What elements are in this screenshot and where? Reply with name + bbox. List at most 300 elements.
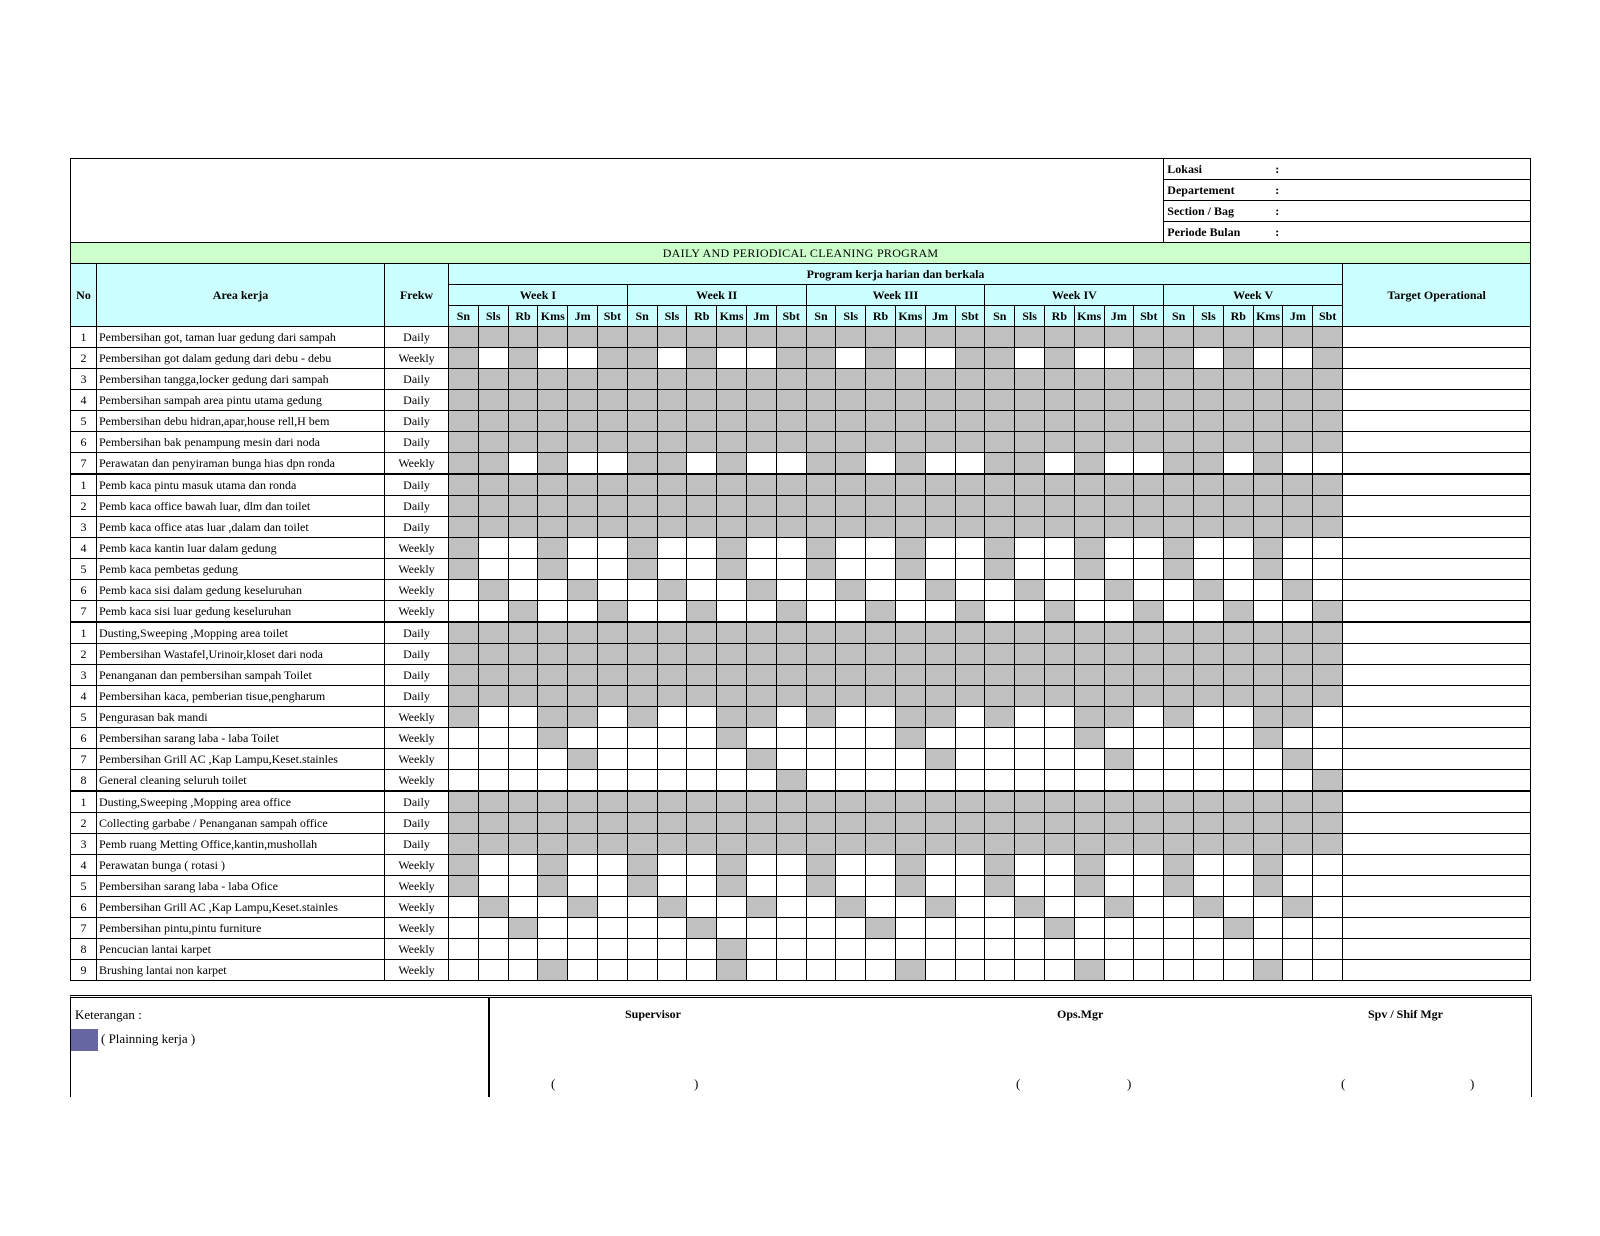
schedule-cell [717, 855, 747, 876]
schedule-cell [538, 348, 568, 369]
schedule-cell [508, 432, 538, 453]
schedule-cell [746, 749, 776, 770]
schedule-cell [449, 960, 479, 981]
schedule-cell [508, 538, 538, 559]
table-row [71, 897, 1531, 918]
schedule-cell [1223, 411, 1253, 432]
schedule-cell [1134, 728, 1164, 749]
schedule-cell [836, 728, 866, 749]
schedule-cell [1223, 601, 1253, 623]
schedule-cell [1194, 876, 1224, 897]
schedule-cell [985, 601, 1015, 623]
schedule-cell [985, 876, 1015, 897]
column-header-target: Target Operational [1343, 264, 1531, 327]
schedule-cell [776, 390, 806, 411]
schedule-cell [1194, 728, 1224, 749]
schedule-cell [508, 580, 538, 601]
schedule-cell [1223, 538, 1253, 559]
schedule-cell [1015, 918, 1045, 939]
schedule-cell [1313, 644, 1343, 665]
schedule-cell [1283, 538, 1313, 559]
table-row [71, 580, 1531, 601]
day-header: Rb [866, 306, 896, 327]
target-cell [1343, 496, 1531, 517]
schedule-cell [1313, 834, 1343, 855]
schedule-cell [1223, 939, 1253, 960]
schedule-cell [806, 580, 836, 601]
schedule-cell [1313, 601, 1343, 623]
schedule-cell [478, 580, 508, 601]
schedule-cell [925, 749, 955, 770]
schedule-cell [806, 897, 836, 918]
schedule-cell [1044, 770, 1074, 792]
schedule-cell [568, 369, 598, 390]
schedule-cell [866, 644, 896, 665]
schedule-cell [1074, 707, 1104, 728]
schedule-cell [1164, 580, 1194, 601]
schedule-cell [925, 453, 955, 475]
schedule-cell [449, 876, 479, 897]
schedule-cell [985, 453, 1015, 475]
schedule-cell [1074, 686, 1104, 707]
schedule-cell [1253, 453, 1283, 475]
schedule-cell [1164, 749, 1194, 770]
schedule-cell [1015, 559, 1045, 580]
area-kerja: Pemb ruang Metting Office,kantin,mushollah [97, 834, 385, 855]
schedule-cell [657, 939, 687, 960]
schedule-cell [776, 770, 806, 792]
schedule-cell [925, 348, 955, 369]
schedule-cell [1223, 474, 1253, 496]
lokasi-field: Lokasi : [1164, 159, 1531, 180]
row-number: 5 [71, 559, 97, 580]
schedule-cell [1044, 538, 1074, 559]
schedule-cell [1313, 411, 1343, 432]
frequency: Weekly [385, 855, 449, 876]
schedule-cell [568, 918, 598, 939]
schedule-cell [866, 411, 896, 432]
row-number: 8 [71, 939, 97, 960]
schedule-cell [449, 918, 479, 939]
row-number: 3 [71, 665, 97, 686]
schedule-cell [597, 601, 627, 623]
schedule-cell [1134, 644, 1164, 665]
schedule-cell [836, 813, 866, 834]
schedule-cell [1134, 897, 1164, 918]
frequency: Daily [385, 834, 449, 855]
schedule-cell [538, 876, 568, 897]
schedule-cell [717, 496, 747, 517]
schedule-cell [955, 918, 985, 939]
schedule-cell [1194, 601, 1224, 623]
schedule-cell [955, 665, 985, 686]
target-cell [1343, 791, 1531, 813]
schedule-cell [895, 538, 925, 559]
schedule-cell [1044, 622, 1074, 644]
frequency: Weekly [385, 453, 449, 475]
schedule-cell [1283, 517, 1313, 538]
schedule-cell [1223, 559, 1253, 580]
schedule-cell [1134, 580, 1164, 601]
schedule-cell [627, 939, 657, 960]
schedule-cell [449, 749, 479, 770]
schedule-cell [776, 897, 806, 918]
schedule-cell [1074, 559, 1104, 580]
schedule-cell [806, 960, 836, 981]
schedule-cell [836, 939, 866, 960]
schedule-cell [1134, 770, 1164, 792]
schedule-cell [866, 728, 896, 749]
schedule-cell [925, 770, 955, 792]
schedule-cell [1313, 432, 1343, 453]
schedule-cell [985, 707, 1015, 728]
schedule-cell [1313, 749, 1343, 770]
schedule-cell [478, 538, 508, 559]
schedule-cell [836, 665, 866, 686]
schedule-cell [1044, 327, 1074, 348]
schedule-cell [657, 707, 687, 728]
column-header-area: Area kerja [97, 264, 385, 327]
area-kerja: Pembersihan kaca, pemberian tisue,pengharum [97, 686, 385, 707]
schedule-cell [657, 601, 687, 623]
schedule-cell [1194, 390, 1224, 411]
schedule-cell [1283, 644, 1313, 665]
schedule-cell [925, 707, 955, 728]
schedule-cell [449, 897, 479, 918]
schedule-cell [568, 686, 598, 707]
schedule-cell [1283, 369, 1313, 390]
schedule-cell [895, 686, 925, 707]
schedule-cell [866, 601, 896, 623]
schedule-cell [1223, 749, 1253, 770]
schedule-cell [597, 791, 627, 813]
schedule-cell [657, 855, 687, 876]
row-number: 7 [71, 601, 97, 623]
schedule-cell [717, 369, 747, 390]
target-cell [1343, 601, 1531, 623]
target-cell [1343, 686, 1531, 707]
schedule-cell [866, 559, 896, 580]
schedule-cell [657, 770, 687, 792]
schedule-cell [1015, 411, 1045, 432]
schedule-cell [836, 580, 866, 601]
schedule-cell [687, 348, 717, 369]
schedule-cell [568, 939, 598, 960]
schedule-cell [1313, 580, 1343, 601]
row-number: 4 [71, 390, 97, 411]
schedule-cell [717, 559, 747, 580]
schedule-cell [627, 517, 657, 538]
schedule-cell [1044, 918, 1074, 939]
schedule-cell [717, 538, 747, 559]
schedule-cell [1194, 665, 1224, 686]
schedule-cell [478, 707, 508, 728]
schedule-cell [1074, 390, 1104, 411]
schedule-cell [836, 474, 866, 496]
schedule-cell [776, 813, 806, 834]
schedule-cell [657, 348, 687, 369]
schedule-cell [1283, 918, 1313, 939]
schedule-cell [1074, 939, 1104, 960]
area-kerja: Pembersihan Grill AC ,Kap Lampu,Keset.stainles [97, 749, 385, 770]
schedule-cell [925, 855, 955, 876]
schedule-cell [687, 474, 717, 496]
schedule-cell [1074, 897, 1104, 918]
ops-mgr-sign-open: ( [1016, 1076, 1021, 1091]
schedule-cell [955, 939, 985, 960]
schedule-cell [836, 496, 866, 517]
schedule-cell [1283, 876, 1313, 897]
schedule-cell [925, 474, 955, 496]
schedule-cell [627, 707, 657, 728]
spv-sign-open: ( [1341, 1076, 1346, 1091]
column-header-frekw: Frekw [385, 264, 449, 327]
schedule-cell [687, 432, 717, 453]
day-header: Kms [717, 306, 747, 327]
schedule-cell [1104, 369, 1134, 390]
schedule-cell [1104, 897, 1134, 918]
schedule-cell [508, 876, 538, 897]
schedule-cell [1283, 348, 1313, 369]
schedule-cell [687, 559, 717, 580]
schedule-cell [746, 538, 776, 559]
day-header: Sn [1164, 306, 1194, 327]
schedule-cell [1194, 348, 1224, 369]
day-header: Jm [1104, 306, 1134, 327]
target-cell [1343, 538, 1531, 559]
schedule-cell [1134, 939, 1164, 960]
table-row [71, 834, 1531, 855]
schedule-cell [1223, 453, 1253, 475]
schedule-cell [985, 770, 1015, 792]
schedule-cell [1104, 707, 1134, 728]
schedule-cell [866, 918, 896, 939]
schedule-cell [1283, 559, 1313, 580]
schedule-cell [568, 559, 598, 580]
schedule-cell [1164, 601, 1194, 623]
schedule-cell [776, 728, 806, 749]
frequency: Daily [385, 390, 449, 411]
schedule-cell [895, 939, 925, 960]
schedule-cell [1015, 348, 1045, 369]
schedule-cell [1253, 622, 1283, 644]
schedule-cell [1253, 327, 1283, 348]
schedule-cell [687, 390, 717, 411]
supervisor-label: Supervisor [625, 1007, 682, 1021]
schedule-cell [836, 559, 866, 580]
day-header: Rb [1044, 306, 1074, 327]
spv-sign-close: ) [1470, 1076, 1475, 1091]
schedule-cell [1044, 897, 1074, 918]
area-kerja: General cleaning seluruh toilet [97, 770, 385, 792]
schedule-cell [627, 960, 657, 981]
schedule-cell [1044, 580, 1074, 601]
schedule-cell [1044, 369, 1074, 390]
periode-field: Periode Bulan : [1164, 222, 1531, 243]
schedule-cell [478, 496, 508, 517]
schedule-cell [895, 517, 925, 538]
target-cell [1343, 749, 1531, 770]
schedule-cell [1104, 791, 1134, 813]
section-field: Section / Bag : [1164, 201, 1531, 222]
footer-section [70, 995, 1532, 1097]
area-kerja: Pemb kaca pembetas gedung [97, 559, 385, 580]
frequency: Daily [385, 474, 449, 496]
schedule-cell [985, 369, 1015, 390]
schedule-cell [657, 686, 687, 707]
schedule-cell [955, 559, 985, 580]
schedule-cell [776, 327, 806, 348]
schedule-cell [1164, 665, 1194, 686]
schedule-cell [955, 622, 985, 644]
schedule-cell [597, 390, 627, 411]
schedule-cell [568, 411, 598, 432]
schedule-cell [687, 644, 717, 665]
frequency: Daily [385, 327, 449, 348]
schedule-cell [1015, 813, 1045, 834]
schedule-cell [955, 960, 985, 981]
schedule-cell [449, 855, 479, 876]
schedule-cell [1253, 686, 1283, 707]
schedule-cell [1223, 686, 1253, 707]
schedule-cell [657, 432, 687, 453]
schedule-table [70, 158, 1531, 981]
schedule-cell [538, 665, 568, 686]
schedule-cell [1283, 390, 1313, 411]
schedule-cell [746, 369, 776, 390]
schedule-cell [1313, 348, 1343, 369]
schedule-cell [746, 327, 776, 348]
schedule-cell [1134, 411, 1164, 432]
table-row [71, 348, 1531, 369]
schedule-cell [1164, 644, 1194, 665]
schedule-cell [776, 622, 806, 644]
schedule-cell [955, 644, 985, 665]
schedule-cell [1194, 517, 1224, 538]
day-header: Sbt [1313, 306, 1343, 327]
schedule-cell [568, 960, 598, 981]
schedule-cell [806, 517, 836, 538]
schedule-cell [1194, 918, 1224, 939]
schedule-cell [1134, 918, 1164, 939]
schedule-cell [1134, 876, 1164, 897]
schedule-cell [955, 369, 985, 390]
schedule-cell [597, 707, 627, 728]
schedule-cell [597, 939, 627, 960]
schedule-cell [1253, 390, 1283, 411]
schedule-cell [1223, 348, 1253, 369]
schedule-cell [1253, 939, 1283, 960]
schedule-cell [836, 644, 866, 665]
schedule-cell [717, 348, 747, 369]
schedule-cell [538, 390, 568, 411]
schedule-cell [806, 855, 836, 876]
schedule-cell [1283, 791, 1313, 813]
schedule-cell [449, 348, 479, 369]
schedule-cell [1313, 517, 1343, 538]
target-cell [1343, 432, 1531, 453]
schedule-cell [1253, 791, 1283, 813]
week-header: Week I [449, 285, 628, 306]
schedule-cell [985, 559, 1015, 580]
schedule-cell [568, 601, 598, 623]
schedule-cell [508, 770, 538, 792]
schedule-cell [955, 834, 985, 855]
schedule-cell [866, 897, 896, 918]
schedule-cell [1044, 960, 1074, 981]
schedule-cell [1283, 496, 1313, 517]
target-cell [1343, 813, 1531, 834]
schedule-cell [806, 665, 836, 686]
schedule-cell [717, 939, 747, 960]
schedule-cell [925, 876, 955, 897]
schedule-cell [866, 390, 896, 411]
schedule-cell [1074, 453, 1104, 475]
schedule-cell [1194, 411, 1224, 432]
schedule-cell [1313, 665, 1343, 686]
schedule-cell [895, 622, 925, 644]
target-cell [1343, 918, 1531, 939]
schedule-cell [895, 390, 925, 411]
schedule-cell [1283, 939, 1313, 960]
schedule-cell [1164, 559, 1194, 580]
schedule-cell [1044, 707, 1074, 728]
schedule-cell [895, 348, 925, 369]
schedule-cell [925, 665, 955, 686]
day-header: Rb [687, 306, 717, 327]
row-number: 4 [71, 686, 97, 707]
row-number: 5 [71, 411, 97, 432]
schedule-cell [657, 813, 687, 834]
schedule-cell [895, 496, 925, 517]
schedule-cell [1044, 432, 1074, 453]
schedule-cell [866, 517, 896, 538]
schedule-cell [1164, 496, 1194, 517]
schedule-cell [1253, 474, 1283, 496]
schedule-cell [746, 813, 776, 834]
table-row [71, 855, 1531, 876]
target-cell [1343, 855, 1531, 876]
schedule-cell [1253, 770, 1283, 792]
schedule-cell [1164, 411, 1194, 432]
schedule-cell [895, 855, 925, 876]
schedule-cell [1194, 496, 1224, 517]
table-row [71, 960, 1531, 981]
schedule-cell [717, 622, 747, 644]
schedule-cell [1253, 538, 1283, 559]
schedule-cell [1074, 348, 1104, 369]
schedule-cell [1194, 369, 1224, 390]
schedule-cell [746, 834, 776, 855]
schedule-cell [1104, 390, 1134, 411]
row-number: 4 [71, 855, 97, 876]
schedule-cell [955, 855, 985, 876]
schedule-cell [836, 834, 866, 855]
schedule-cell [866, 474, 896, 496]
schedule-cell [806, 559, 836, 580]
schedule-cell [657, 390, 687, 411]
schedule-cell [866, 538, 896, 559]
schedule-cell [1253, 496, 1283, 517]
schedule-cell [925, 538, 955, 559]
schedule-cell [1313, 939, 1343, 960]
day-header: Sn [806, 306, 836, 327]
target-cell [1343, 834, 1531, 855]
schedule-cell [746, 474, 776, 496]
schedule-cell [568, 327, 598, 348]
schedule-cell [806, 644, 836, 665]
schedule-cell [836, 686, 866, 707]
